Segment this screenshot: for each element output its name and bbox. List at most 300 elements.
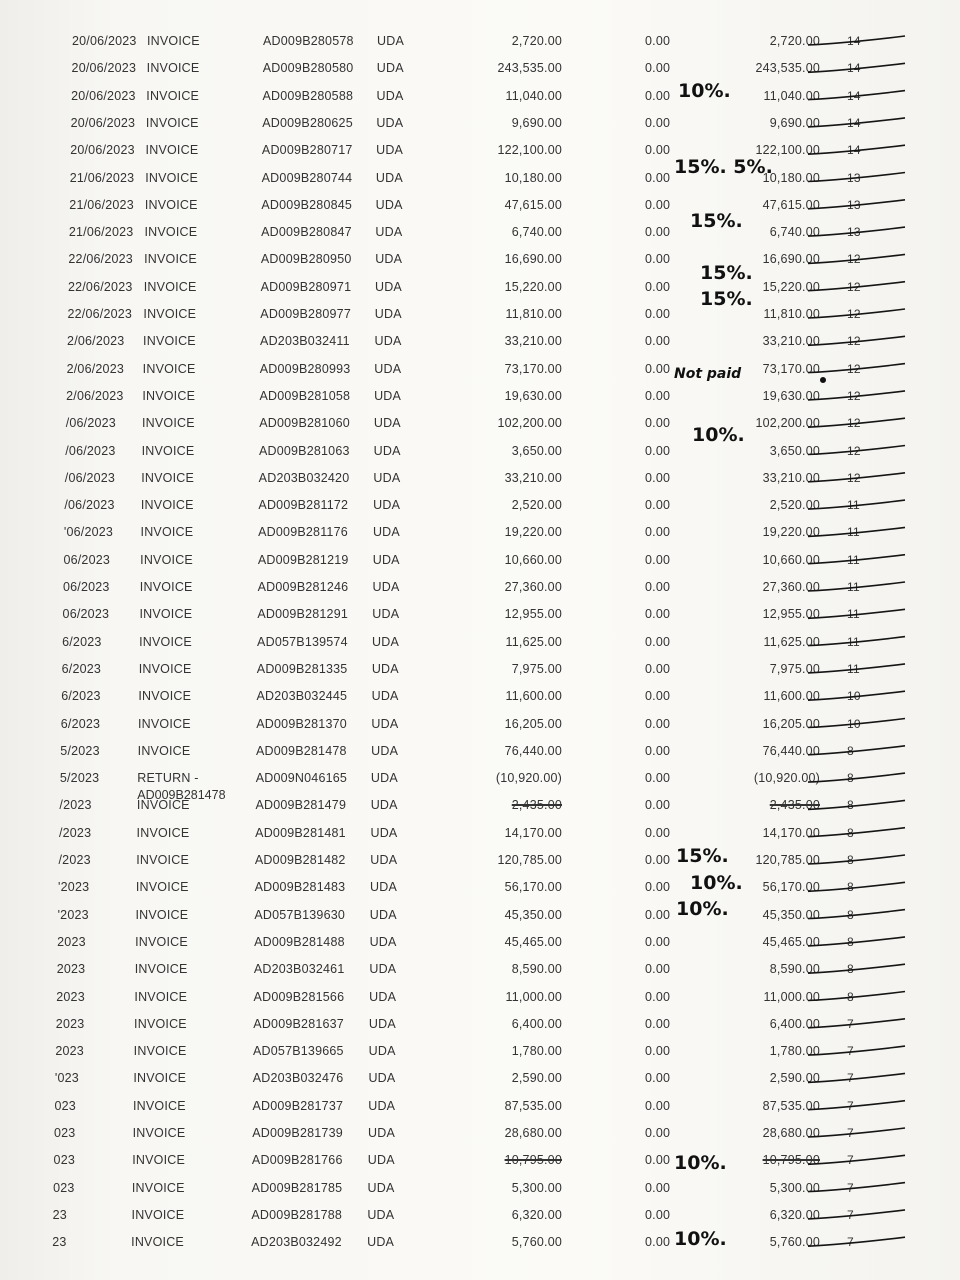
handwritten-tick-line xyxy=(808,173,905,182)
paid-cell: 0.00 xyxy=(645,880,671,895)
currency-cell: UDA xyxy=(374,307,402,321)
balance-cell: 73,170.00 xyxy=(762,361,820,376)
handwritten-tick-line xyxy=(808,1101,905,1110)
balance-cell: 10,660.00 xyxy=(762,552,820,567)
paid-cell: 0.00 xyxy=(645,853,671,867)
paid-cell: 0.00 xyxy=(645,934,671,949)
type-cell: INVOICE xyxy=(139,580,193,594)
balance-cell: 2,435.00 xyxy=(769,798,820,813)
currency-cell: UDA xyxy=(375,170,403,185)
type-cell: RETURN - xyxy=(137,771,199,786)
handwritten-tick-line xyxy=(808,800,905,809)
currency-cell: UDA xyxy=(369,962,397,977)
paid-cell: 0.00 xyxy=(645,962,671,977)
balance-cell: 11,625.00 xyxy=(763,634,820,649)
type-cell: INVOICE xyxy=(144,252,197,267)
handwritten-tick-line xyxy=(808,992,905,1001)
type-cell: INVOICE xyxy=(141,416,195,431)
paid-cell: 0.00 xyxy=(645,1016,671,1031)
paid-cell: 0.00 xyxy=(645,771,671,786)
date-cell: /06/2023 xyxy=(64,498,115,513)
paid-cell: 0.00 xyxy=(645,388,671,403)
amount-cell: (10,920.00) xyxy=(495,771,562,786)
paid-cell: 0.00 xyxy=(645,989,671,1004)
reference-cell: AD203B032492 xyxy=(251,1235,342,1250)
paid-cell: 0.00 xyxy=(645,907,671,922)
age-cell: 12 xyxy=(847,307,861,321)
age-cell: 8 xyxy=(847,880,854,895)
handwritten-discount-note: 15%. xyxy=(700,262,753,284)
balance-cell: 3,650.00 xyxy=(769,443,820,458)
age-cell: 8 xyxy=(847,989,854,1004)
date-cell: /06/2023 xyxy=(64,470,116,485)
balance-cell: 122,100.00 xyxy=(755,143,820,158)
type-cell: INVOICE xyxy=(131,1207,185,1222)
paid-cell: 0.00 xyxy=(645,580,671,594)
handwritten-tick-line xyxy=(808,309,905,318)
date-cell: 20/06/2023 xyxy=(72,34,137,48)
amount-cell: 122,100.00 xyxy=(497,143,562,158)
amount-cell: 45,350.00 xyxy=(504,907,562,922)
amount-cell: 6,400.00 xyxy=(511,1016,562,1031)
date-cell: 2023 xyxy=(56,989,85,1004)
age-cell: 12 xyxy=(847,416,861,431)
paid-cell: 0.00 xyxy=(645,661,671,676)
date-cell: 20/06/2023 xyxy=(70,115,136,130)
currency-cell: UDA xyxy=(372,525,400,540)
date-cell: 20/06/2023 xyxy=(71,61,137,76)
handwritten-tick-line xyxy=(808,446,905,455)
reference-cell: AD009B281483 xyxy=(254,880,346,895)
type-cell: INVOICE xyxy=(137,743,191,758)
amount-cell: 76,440.00 xyxy=(504,743,562,758)
amount-cell: 12,955.00 xyxy=(504,607,562,622)
currency-cell: UDA xyxy=(370,798,398,813)
handwritten-tick-line xyxy=(808,145,905,154)
handwritten-tick-line xyxy=(808,1073,905,1082)
amount-cell: 33,210.00 xyxy=(504,470,562,485)
currency-cell: UDA xyxy=(371,716,399,731)
type-cell: INVOICE xyxy=(132,1098,186,1113)
date-cell: 21/06/2023 xyxy=(69,197,134,212)
currency-cell: UDA xyxy=(367,1207,395,1222)
reference-cell: AD009B281058 xyxy=(259,388,351,403)
currency-cell: UDA xyxy=(372,634,400,649)
paid-cell: 0.00 xyxy=(645,1126,671,1140)
age-cell: 7 xyxy=(847,1098,854,1113)
balance-cell: (10,920.00) xyxy=(753,771,820,786)
reference-cell: AD009B281637 xyxy=(253,1016,344,1031)
balance-cell: 87,535.00 xyxy=(762,1098,820,1113)
paid-cell: 0.00 xyxy=(645,88,671,103)
balance-cell: 7,975.00 xyxy=(769,661,820,676)
currency-cell: UDA xyxy=(368,1126,395,1140)
balance-cell: 33,210.00 xyxy=(762,470,820,485)
handwritten-tick-line xyxy=(808,282,905,291)
paid-cell: 0.00 xyxy=(645,307,671,321)
date-cell: /06/2023 xyxy=(65,416,116,431)
balance-cell: 9,690.00 xyxy=(769,115,820,130)
amount-cell: 16,205.00 xyxy=(504,716,562,731)
type-cell: INVOICE xyxy=(134,989,188,1004)
amount-cell: 5,760.00 xyxy=(511,1235,562,1250)
balance-cell: 11,600.00 xyxy=(763,689,820,704)
balance-cell: 11,810.00 xyxy=(763,307,820,321)
paid-cell: 0.00 xyxy=(645,743,671,758)
reference-cell: AD009B280845 xyxy=(261,197,353,212)
paid-cell: 0.00 xyxy=(645,416,671,431)
handwritten-tick-line xyxy=(808,1183,905,1192)
date-cell: '2023 xyxy=(58,880,90,895)
amount-cell: 2,720.00 xyxy=(511,34,562,48)
handwritten-tick-line xyxy=(808,336,905,345)
age-cell: 14 xyxy=(847,115,861,130)
currency-cell: UDA xyxy=(372,580,400,594)
handwritten-tick-line xyxy=(808,527,905,536)
type-cell: INVOICE xyxy=(135,907,189,922)
amount-cell: 2,590.00 xyxy=(511,1071,562,1086)
currency-cell: UDA xyxy=(373,470,401,485)
handwritten-tick-line xyxy=(808,1128,905,1137)
amount-cell: 9,690.00 xyxy=(511,115,562,130)
currency-cell: UDA xyxy=(377,34,404,48)
handwritten-tick-line xyxy=(808,746,905,755)
handwritten-tick-line xyxy=(808,1046,905,1055)
date-cell: 6/2023 xyxy=(62,634,102,649)
paid-cell: 0.00 xyxy=(645,1071,671,1086)
type-cell: INVOICE xyxy=(139,607,193,622)
handwritten-tick-line xyxy=(808,200,905,209)
currency-cell: UDA xyxy=(374,388,402,403)
amount-cell: 10,795.00 xyxy=(504,1153,562,1168)
age-cell: 7 xyxy=(847,1016,854,1031)
reference-cell: AD009B280993 xyxy=(259,361,351,376)
reference-cell: AD009B280578 xyxy=(263,34,354,48)
date-cell: 22/06/2023 xyxy=(68,252,133,267)
balance-cell: 76,440.00 xyxy=(762,743,820,758)
age-cell: 11 xyxy=(847,498,860,513)
age-cell: 7 xyxy=(847,1126,854,1140)
reference-cell: AD009B280847 xyxy=(261,225,352,240)
age-cell: 8 xyxy=(847,853,854,867)
date-cell: 2/06/2023 xyxy=(67,334,125,349)
handwritten-tick-line xyxy=(808,63,905,72)
balance-cell: 8,590.00 xyxy=(769,962,820,977)
currency-cell: UDA xyxy=(376,88,404,103)
date-cell: 2/06/2023 xyxy=(66,388,124,403)
currency-cell: UDA xyxy=(370,771,398,786)
balance-cell: 45,350.00 xyxy=(762,907,820,922)
handwritten-tick-line xyxy=(808,691,905,700)
paid-cell: 0.00 xyxy=(645,252,671,267)
balance-cell: 19,630.00 xyxy=(762,388,820,403)
amount-cell: 6,740.00 xyxy=(511,225,562,240)
balance-cell: 33,210.00 xyxy=(762,334,820,349)
reference-cell: AD009B281566 xyxy=(253,989,345,1004)
type-cell: INVOICE xyxy=(143,279,197,294)
type-cell: INVOICE xyxy=(136,825,190,840)
balance-cell: 47,615.00 xyxy=(762,197,820,212)
currency-cell: UDA xyxy=(371,743,399,758)
handwritten-discount-note: 10%. xyxy=(674,1152,727,1174)
balance-cell: 14,170.00 xyxy=(762,825,820,840)
amount-cell: 14,170.00 xyxy=(504,825,562,840)
balance-cell: 11,000.00 xyxy=(763,989,820,1004)
balance-cell: 27,360.00 xyxy=(762,580,820,594)
currency-cell: UDA xyxy=(373,416,401,431)
age-cell: 12 xyxy=(847,334,861,349)
return-reference-cell: AD009B281478 xyxy=(137,788,226,803)
currency-cell: UDA xyxy=(369,934,397,949)
currency-cell: UDA xyxy=(376,61,404,76)
handwritten-discount-note: 15%. xyxy=(690,210,743,232)
reference-cell: AD009B281063 xyxy=(258,443,350,458)
date-cell: 2023 xyxy=(56,962,86,977)
currency-cell: UDA xyxy=(376,115,404,130)
paid-cell: 0.00 xyxy=(645,1044,671,1059)
handwritten-tick-line xyxy=(808,882,905,891)
amount-cell: 11,600.00 xyxy=(505,689,562,704)
currency-cell: UDA xyxy=(370,853,398,867)
type-cell: INVOICE xyxy=(145,143,199,158)
date-cell: 06/2023 xyxy=(63,580,110,594)
amount-cell: 11,040.00 xyxy=(505,88,562,103)
handwritten-tick-line xyxy=(808,227,905,236)
date-cell: 06/2023 xyxy=(62,607,110,622)
paid-cell: 0.00 xyxy=(645,170,671,185)
type-cell: INVOICE xyxy=(139,634,192,649)
type-cell: INVOICE xyxy=(140,552,193,567)
date-cell: 20/06/2023 xyxy=(70,143,135,158)
type-cell: INVOICE xyxy=(138,661,192,676)
date-cell: /2023 xyxy=(58,853,91,867)
handwritten-tick-line xyxy=(808,582,905,591)
age-cell: 13 xyxy=(847,170,861,185)
paid-cell: 0.00 xyxy=(645,61,671,76)
handwritten-tick-line xyxy=(808,364,905,373)
date-cell: 2023 xyxy=(55,1016,85,1031)
amount-cell: 15,220.00 xyxy=(504,279,562,294)
paid-cell: 0.00 xyxy=(645,1180,671,1195)
balance-cell: 28,680.00 xyxy=(762,1126,820,1140)
reference-cell: AD203B032420 xyxy=(258,470,350,485)
paid-cell: 0.00 xyxy=(645,634,671,649)
age-cell: 7 xyxy=(847,1180,854,1195)
balance-cell: 6,740.00 xyxy=(769,225,820,240)
type-cell: INVOICE xyxy=(146,88,200,103)
age-cell: 12 xyxy=(847,443,861,458)
type-cell: INVOICE xyxy=(142,388,196,403)
currency-cell: UDA xyxy=(368,1098,396,1113)
reference-cell: AD009B281176 xyxy=(258,525,348,540)
date-cell: 023 xyxy=(54,1126,76,1140)
balance-cell: 6,400.00 xyxy=(769,1016,820,1031)
reference-cell: AD009B281219 xyxy=(257,552,349,567)
reference-cell: AD009B280744 xyxy=(261,170,353,185)
date-cell: '023 xyxy=(54,1071,79,1086)
date-cell: 5/2023 xyxy=(60,743,100,758)
type-cell: INVOICE xyxy=(146,61,200,76)
date-cell: 6/2023 xyxy=(61,661,102,676)
age-cell: 11 xyxy=(847,552,860,567)
reference-cell: AD009B281246 xyxy=(257,580,349,594)
paid-cell: 0.00 xyxy=(645,225,671,240)
balance-cell: 10,180.00 xyxy=(762,170,820,185)
paid-cell: 0.00 xyxy=(645,798,671,813)
type-cell: INVOICE xyxy=(142,361,196,376)
reference-cell: AD009B280588 xyxy=(262,88,354,103)
amount-cell: 5,300.00 xyxy=(511,1180,562,1195)
handwritten-tick-line xyxy=(808,855,905,864)
handwritten-tick-line xyxy=(808,91,905,100)
handwritten-discount-note: 15%. 5%. xyxy=(674,156,773,178)
date-cell: 22/06/2023 xyxy=(67,307,133,321)
balance-cell: 120,785.00 xyxy=(755,853,820,867)
currency-cell: UDA xyxy=(372,552,400,567)
date-cell: /2023 xyxy=(58,825,92,840)
handwritten-discount-note: 15%. xyxy=(700,288,753,310)
paid-cell: 0.00 xyxy=(645,825,671,840)
currency-cell: UDA xyxy=(367,1235,395,1250)
balance-cell: 6,320.00 xyxy=(769,1207,820,1222)
balance-cell: 15,220.00 xyxy=(762,279,820,294)
paid-cell: 0.00 xyxy=(645,525,671,540)
type-cell: INVOICE xyxy=(131,1235,184,1250)
age-cell: 7 xyxy=(847,1044,854,1059)
paid-cell: 0.00 xyxy=(645,279,671,294)
reference-cell: AD203B032445 xyxy=(256,689,348,704)
balance-cell: 2,590.00 xyxy=(769,1071,820,1086)
currency-cell: UDA xyxy=(375,197,403,212)
age-cell: 14 xyxy=(847,143,861,158)
reference-cell: AD009B281739 xyxy=(252,1126,343,1140)
type-cell: INVOICE xyxy=(140,498,194,513)
date-cell: 20/06/2023 xyxy=(71,88,136,103)
reference-cell: AD203B032411 xyxy=(260,334,350,349)
age-cell: 11 xyxy=(847,525,860,540)
reference-cell: AD009B281481 xyxy=(255,825,346,840)
handwritten-tick-line xyxy=(808,637,905,646)
reference-cell: AD009N046165 xyxy=(255,771,348,786)
age-cell: 14 xyxy=(847,88,861,103)
amount-cell: 10,660.00 xyxy=(504,552,562,567)
balance-cell: 5,760.00 xyxy=(769,1235,820,1250)
date-cell: 023 xyxy=(53,1153,76,1168)
paid-cell: 0.00 xyxy=(645,334,671,349)
balance-cell: 1,780.00 xyxy=(769,1044,820,1059)
date-cell: 2/06/2023 xyxy=(66,361,125,376)
age-cell: 12 xyxy=(847,388,861,403)
type-cell: INVOICE xyxy=(145,115,199,130)
handwritten-tick-line xyxy=(808,555,905,564)
currency-cell: UDA xyxy=(376,143,404,158)
amount-cell: 19,220.00 xyxy=(504,525,562,540)
date-cell: 5/2023 xyxy=(59,771,100,786)
handwritten-tick-line xyxy=(808,937,905,946)
age-cell: 12 xyxy=(847,252,861,267)
currency-cell: UDA xyxy=(367,1153,395,1168)
balance-cell: 10,795.00 xyxy=(762,1153,820,1168)
amount-cell: 243,535.00 xyxy=(497,61,562,76)
currency-cell: UDA xyxy=(368,1044,396,1059)
amount-cell: 120,785.00 xyxy=(497,853,562,867)
balance-cell: 19,220.00 xyxy=(762,525,820,540)
balance-cell: 16,205.00 xyxy=(762,716,820,731)
currency-cell: UDA xyxy=(374,279,402,294)
reference-cell: AD009B280971 xyxy=(260,279,352,294)
reference-cell: AD057B139574 xyxy=(257,634,348,649)
amount-cell: 28,680.00 xyxy=(504,1126,562,1140)
handwritten-discount-note: 10%. xyxy=(674,1228,727,1250)
reference-cell: AD009B281785 xyxy=(251,1180,343,1195)
amount-cell: 8,590.00 xyxy=(511,962,562,977)
age-cell: 12 xyxy=(847,470,861,485)
age-cell: 11 xyxy=(847,607,860,622)
age-cell: 13 xyxy=(847,225,861,240)
date-cell: 23 xyxy=(52,1235,67,1250)
reference-cell: AD009B280977 xyxy=(260,307,351,321)
age-cell: 14 xyxy=(847,34,861,48)
age-cell: 13 xyxy=(847,197,861,212)
date-cell: 2023 xyxy=(55,1044,84,1059)
age-cell: 11 xyxy=(847,634,860,649)
amount-cell: 73,170.00 xyxy=(504,361,562,376)
reference-cell: AD203B032476 xyxy=(252,1071,344,1086)
date-cell: '06/2023 xyxy=(63,525,114,540)
handwritten-tick-line xyxy=(808,828,905,837)
handwritten-discount-note: 10%. xyxy=(690,872,743,894)
reference-cell: AD009B281370 xyxy=(256,716,347,731)
date-cell: 2023 xyxy=(57,934,86,949)
type-cell: INVOICE xyxy=(131,1180,185,1195)
currency-cell: UDA xyxy=(374,361,402,376)
currency-cell: UDA xyxy=(375,252,403,267)
amount-cell: 3,650.00 xyxy=(511,443,562,458)
type-cell: INVOICE xyxy=(147,34,200,48)
age-cell: 7 xyxy=(847,1207,854,1222)
type-cell: INVOICE xyxy=(141,443,195,458)
paid-cell: 0.00 xyxy=(645,197,671,212)
reference-cell: AD009B281737 xyxy=(252,1098,344,1113)
type-cell: INVOICE xyxy=(133,1044,187,1059)
age-cell: 8 xyxy=(847,798,854,813)
reference-cell: AD009B281766 xyxy=(251,1153,343,1168)
type-cell: INVOICE xyxy=(140,525,194,540)
type-cell: INVOICE xyxy=(132,1126,186,1140)
amount-cell: 1,780.00 xyxy=(511,1044,562,1059)
age-cell: 8 xyxy=(847,743,854,758)
reference-cell: AD009B281488 xyxy=(254,934,345,949)
currency-cell: UDA xyxy=(371,689,399,704)
amount-cell: 56,170.00 xyxy=(504,880,562,895)
handwritten-discount-note: 10%. xyxy=(678,80,731,102)
paid-cell: 0.00 xyxy=(645,443,671,458)
currency-cell: UDA xyxy=(369,989,397,1004)
reference-cell: AD009B280717 xyxy=(261,143,353,158)
reference-cell: AD057B139665 xyxy=(253,1044,344,1059)
reference-cell: AD009B281788 xyxy=(251,1207,343,1222)
paid-cell: 0.00 xyxy=(645,115,671,130)
paid-cell: 0.00 xyxy=(645,34,671,48)
reference-cell: AD009B281060 xyxy=(259,416,350,431)
type-cell: INVOICE xyxy=(135,880,189,895)
date-cell: 21/06/2023 xyxy=(68,225,134,240)
balance-cell: 11,040.00 xyxy=(763,88,820,103)
date-cell: 023 xyxy=(54,1098,76,1113)
amount-cell: 11,000.00 xyxy=(505,989,562,1004)
currency-cell: UDA xyxy=(367,1180,395,1195)
age-cell: 11 xyxy=(847,580,860,594)
